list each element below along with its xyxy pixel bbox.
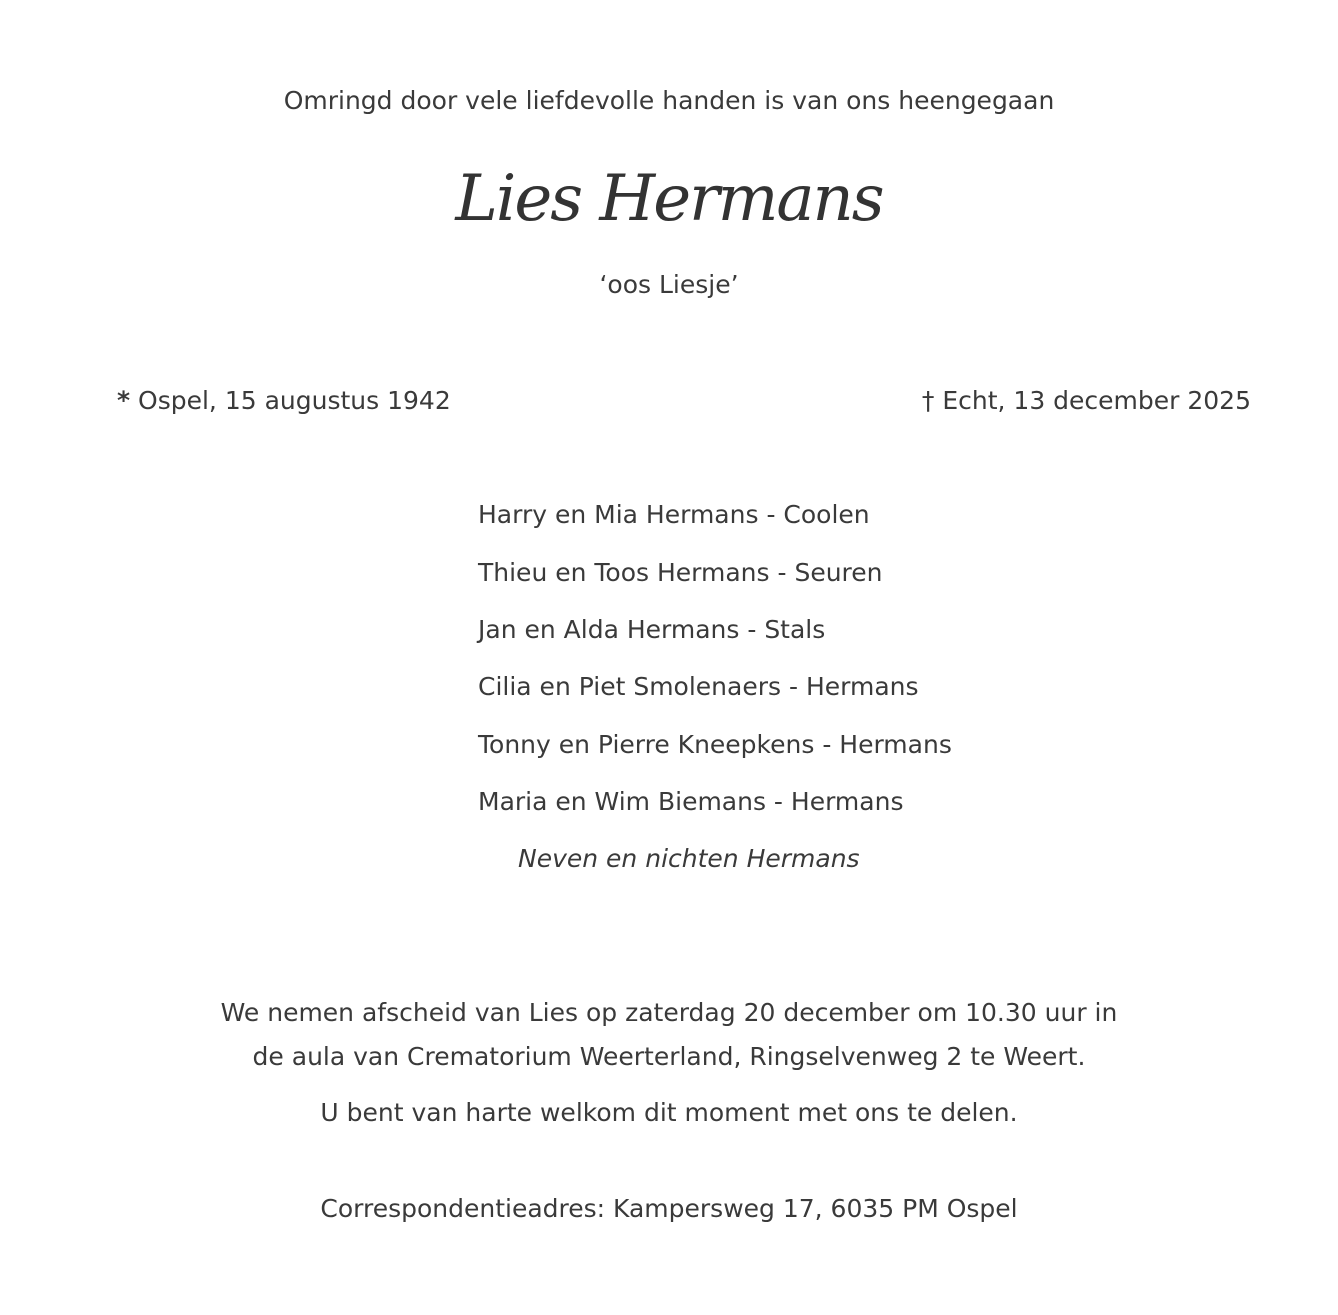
nickname: ‘oos Liesje’ <box>599 270 739 299</box>
birth-text: Ospel, 15 augustus 1942 <box>138 386 451 415</box>
farewell-line: de aula van Crematorium Weerterland, Ringselvenweg 2 te Weert. <box>252 1042 1086 1071</box>
family-line: Thieu en Toos Hermans - Seuren <box>478 558 883 587</box>
correspondence-address: Correspondentieadres: Kampersweg 17, 6035 PM Ospel <box>320 1194 1018 1223</box>
family-line: Maria en Wim Biemans - Hermans <box>478 787 904 816</box>
farewell-line: We nemen afscheid van Lies op zaterdag 20 december om 10.30 uur in <box>220 998 1118 1027</box>
family-line: Cilia en Piet Smolenaers - Hermans <box>478 672 919 701</box>
death-cross-icon: † <box>921 386 935 415</box>
intro-text: Omringd door vele liefdevolle handen is van ons heengegaan <box>283 86 1055 115</box>
death-text: Echt, 13 december 2025 <box>942 386 1251 415</box>
birth-star-icon: * <box>117 386 131 415</box>
deceased-name: Lies Hermans <box>455 162 883 236</box>
death-info <box>922 386 1251 415</box>
welcome-text: U bent van harte welkom dit moment met ons te delen. <box>320 1098 1018 1127</box>
family-line: Tonny en Pierre Kneepkens - Hermans <box>478 730 952 759</box>
family-extra-line: Neven en nichten Hermans <box>518 844 860 873</box>
family-line: Jan en Alda Hermans - Stals <box>478 615 826 644</box>
family-line: Harry en Mia Hermans - Coolen <box>478 500 870 529</box>
birth-info <box>117 386 451 415</box>
